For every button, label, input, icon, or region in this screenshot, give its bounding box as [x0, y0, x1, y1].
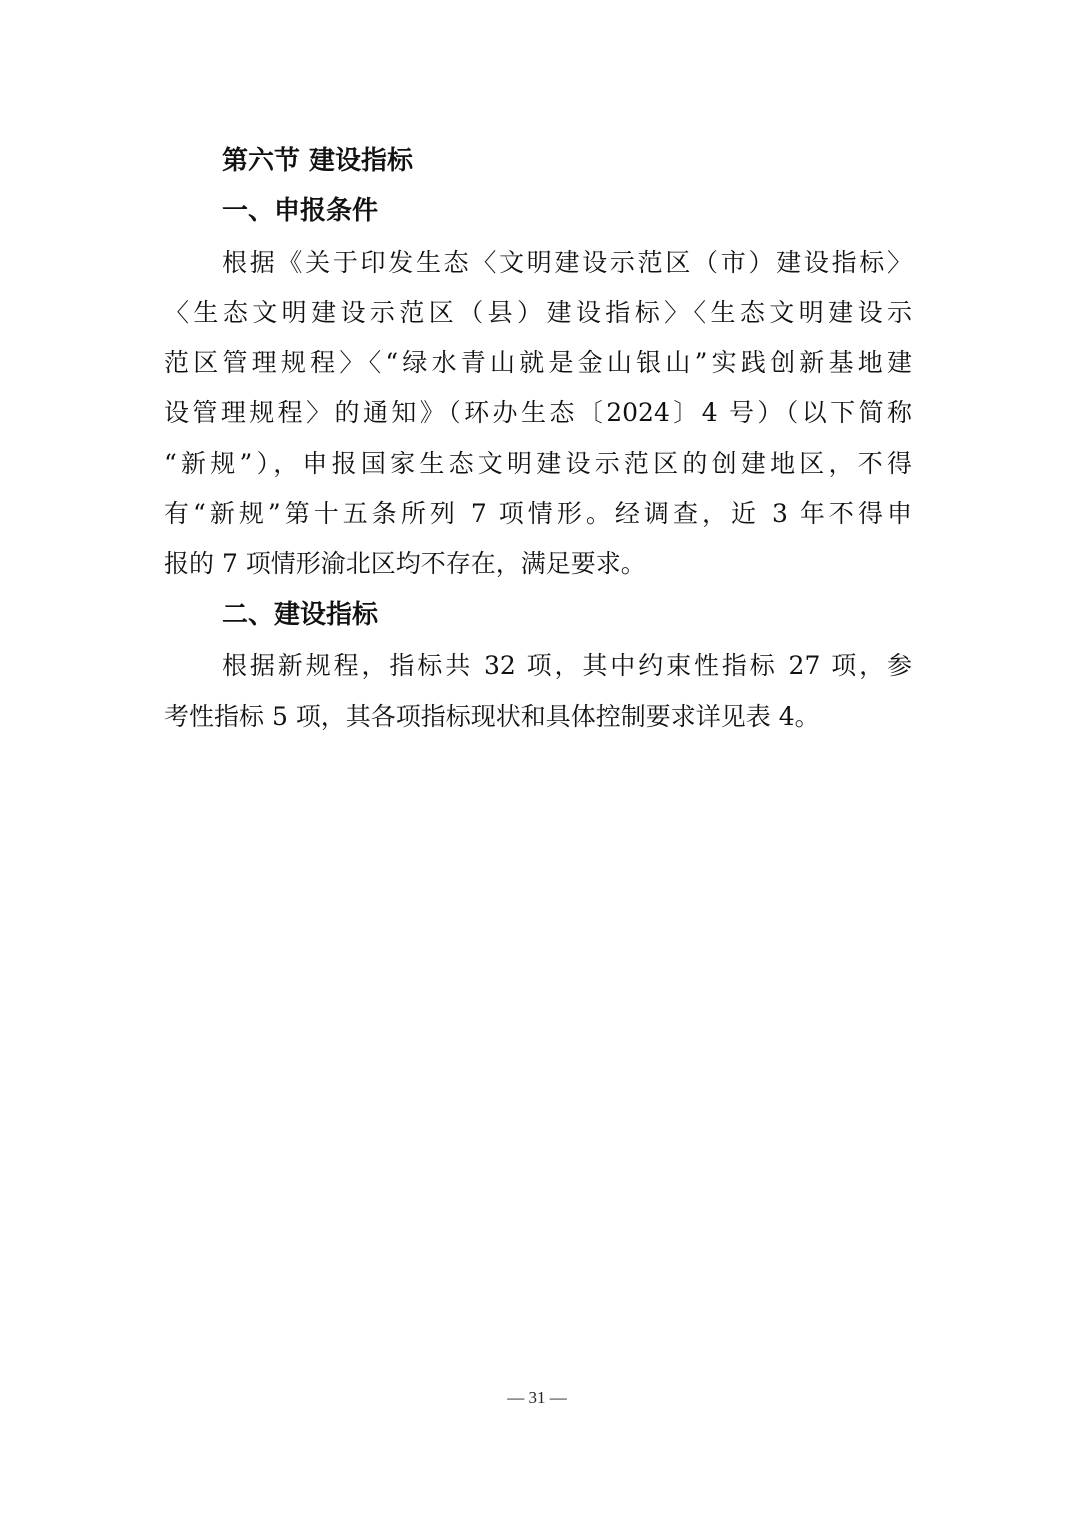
- paragraph-line: 有“新规”第十五条所列 7 项情形。经调查，近 3 年不得申: [164, 499, 912, 528]
- part1-heading: 一、申报条件: [222, 196, 379, 226]
- part2-heading: 二、建设指标: [222, 600, 379, 630]
- page-number: — 31 —: [507, 1388, 567, 1407]
- paragraph-line: 根据《关于印发生态〈文明建设示范区（市）建设指标〉: [222, 248, 912, 277]
- paragraph-line: 设管理规程〉的通知》（环办生态〔2024〕4 号）（以下简称: [164, 398, 912, 427]
- paragraph-line: “新规”），申报国家生态文明建设示范区的创建地区，不得: [164, 449, 912, 478]
- paragraph-line: 根据新规程，指标共 32 项，其中约束性指标 27 项，参: [222, 651, 912, 680]
- paragraph-line: 范区管理规程〉〈“绿水青山就是金山银山”实践创新基地建: [164, 348, 912, 377]
- paragraph-line: 报的 7 项情形渝北区均不存在，满足要求。: [164, 549, 646, 578]
- paragraph-line: 〈生态文明建设示范区（县）建设指标〉〈生态文明建设示: [164, 298, 912, 327]
- paragraph-line: 考性指标 5 项，其各项指标现状和具体控制要求详见表 4。: [164, 702, 820, 731]
- section-title: 第六节 建设指标: [222, 146, 414, 176]
